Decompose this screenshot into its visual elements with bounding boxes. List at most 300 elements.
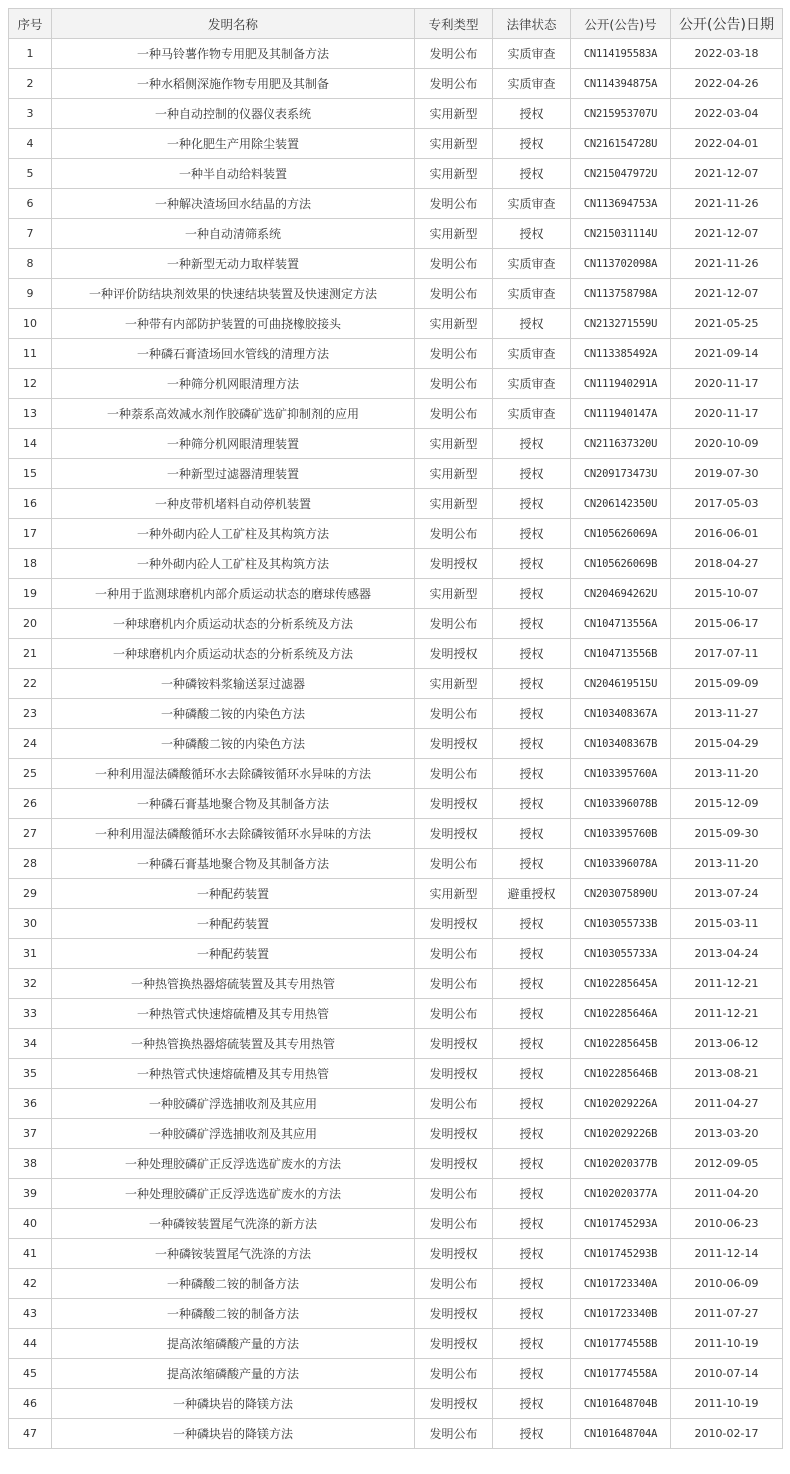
cell-pub-no: CN113694753A [571,189,671,219]
cell-status: 授权 [493,1329,571,1359]
cell-type: 发明公布 [415,1089,493,1119]
cell-pub-no: CN101745293A [571,1209,671,1239]
table-row [9,489,783,519]
cell-pub-date: 2017-07-11 [671,639,783,669]
cell-type: 发明授权 [415,1299,493,1329]
cell-status: 实质审查 [493,369,571,399]
table-row [9,429,783,459]
cell-name: 一种配药装置 [52,939,415,969]
cell-num: 30 [9,909,52,939]
cell-status: 授权 [493,1029,571,1059]
cell-type: 实用新型 [415,429,493,459]
cell-name: 一种半自动给料装置 [52,159,415,189]
cell-pub-date: 2021-12-07 [671,159,783,189]
header-pub-date: 公开(公告)日期 [671,9,783,39]
cell-status: 授权 [493,939,571,969]
cell-status: 授权 [493,519,571,549]
table-row [9,399,783,429]
cell-num: 22 [9,669,52,699]
cell-type: 发明授权 [415,1329,493,1359]
cell-num: 34 [9,1029,52,1059]
cell-status: 授权 [493,159,571,189]
cell-name: 一种磷酸二铵的制备方法 [52,1299,415,1329]
cell-num: 3 [9,99,52,129]
cell-type: 实用新型 [415,459,493,489]
cell-name: 一种热管换热器熔硫装置及其专用热管 [52,969,415,999]
cell-type: 发明授权 [415,909,493,939]
cell-name: 一种筛分机网眼清理方法 [52,369,415,399]
cell-pub-no: CN211637320U [571,429,671,459]
cell-name: 一种磷石膏基地聚合物及其制备方法 [52,849,415,879]
cell-status: 实质审查 [493,339,571,369]
cell-name: 一种球磨机内介质运动状态的分析系统及方法 [52,639,415,669]
cell-pub-date: 2013-04-24 [671,939,783,969]
cell-pub-no: CN101648704B [571,1389,671,1419]
cell-status: 授权 [493,609,571,639]
cell-status: 授权 [493,1359,571,1389]
cell-pub-date: 2021-09-14 [671,339,783,369]
cell-num: 5 [9,159,52,189]
table-row [9,1059,783,1089]
cell-num: 40 [9,1209,52,1239]
cell-name: 一种磷铵装置尾气洗涤的方法 [52,1239,415,1269]
cell-pub-date: 2016-06-01 [671,519,783,549]
cell-name: 一种球磨机内介质运动状态的分析系统及方法 [52,609,415,639]
cell-pub-no: CN114195583A [571,39,671,69]
cell-type: 实用新型 [415,129,493,159]
cell-type: 发明公布 [415,969,493,999]
cell-status: 授权 [493,969,571,999]
cell-name: 提高浓缩磷酸产量的方法 [52,1329,415,1359]
cell-pub-date: 2022-03-18 [671,39,783,69]
cell-pub-no: CN103395760B [571,819,671,849]
cell-num: 7 [9,219,52,249]
table-row [9,699,783,729]
cell-pub-no: CN215047972U [571,159,671,189]
cell-num: 45 [9,1359,52,1389]
cell-pub-no: CN213271559U [571,309,671,339]
cell-pub-no: CN105626069A [571,519,671,549]
table-row [9,789,783,819]
cell-pub-date: 2015-12-09 [671,789,783,819]
cell-status: 授权 [493,99,571,129]
cell-pub-no: CN111940291A [571,369,671,399]
table-row [9,729,783,759]
cell-status: 授权 [493,1299,571,1329]
cell-name: 一种自动控制的仪器仪表系统 [52,99,415,129]
cell-pub-no: CN114394875A [571,69,671,99]
cell-type: 发明授权 [415,1239,493,1269]
cell-status: 实质审查 [493,249,571,279]
cell-status: 授权 [493,849,571,879]
cell-type: 发明授权 [415,789,493,819]
cell-pub-no: CN101723340B [571,1299,671,1329]
cell-pub-date: 2013-03-20 [671,1119,783,1149]
table-row [9,1089,783,1119]
cell-num: 14 [9,429,52,459]
cell-type: 发明公布 [415,279,493,309]
cell-type: 实用新型 [415,669,493,699]
cell-pub-date: 2012-09-05 [671,1149,783,1179]
cell-num: 33 [9,999,52,1029]
cell-type: 发明公布 [415,39,493,69]
cell-status: 授权 [493,729,571,759]
cell-type: 发明公布 [415,849,493,879]
cell-name: 一种利用湿法磷酸循环水去除磷铵循环水异味的方法 [52,759,415,789]
cell-type: 发明公布 [415,1269,493,1299]
table-row [9,1359,783,1389]
cell-name: 一种胶磷矿浮选捕收剂及其应用 [52,1119,415,1149]
cell-name: 一种水稻侧深施作物专用肥及其制备 [52,69,415,99]
cell-status: 授权 [493,759,571,789]
cell-name: 一种外砌内砼人工矿柱及其构筑方法 [52,549,415,579]
table-row [9,129,783,159]
cell-name: 一种皮带机堵料自动停机装置 [52,489,415,519]
cell-pub-no: CN103396078B [571,789,671,819]
cell-type: 发明公布 [415,69,493,99]
cell-pub-date: 2013-06-12 [671,1029,783,1059]
cell-name: 一种带有内部防护装置的可曲挠橡胶接头 [52,309,415,339]
cell-type: 实用新型 [415,159,493,189]
cell-type: 发明授权 [415,639,493,669]
cell-type: 发明授权 [415,819,493,849]
table-row [9,609,783,639]
cell-name: 一种处理胶磷矿正反浮选选矿废水的方法 [52,1149,415,1179]
table-row [9,1239,783,1269]
cell-pub-date: 2020-11-17 [671,369,783,399]
cell-pub-date: 2011-12-21 [671,969,783,999]
cell-num: 35 [9,1059,52,1089]
cell-status: 授权 [493,1389,571,1419]
cell-num: 23 [9,699,52,729]
cell-num: 47 [9,1419,52,1449]
cell-pub-date: 2019-07-30 [671,459,783,489]
cell-num: 20 [9,609,52,639]
cell-num: 8 [9,249,52,279]
cell-num: 28 [9,849,52,879]
cell-type: 发明公布 [415,249,493,279]
cell-status: 授权 [493,129,571,159]
table-row [9,309,783,339]
cell-pub-no: CN102285645B [571,1029,671,1059]
table-row [9,819,783,849]
cell-num: 31 [9,939,52,969]
cell-pub-date: 2011-10-19 [671,1329,783,1359]
cell-pub-date: 2013-11-20 [671,849,783,879]
cell-pub-no: CN102029226A [571,1089,671,1119]
cell-status: 授权 [493,459,571,489]
cell-name: 一种热管式快速熔硫槽及其专用热管 [52,999,415,1029]
cell-pub-date: 2020-10-09 [671,429,783,459]
cell-pub-no: CN103055733A [571,939,671,969]
header-row [9,9,783,39]
cell-status: 实质审查 [493,69,571,99]
cell-type: 发明授权 [415,1149,493,1179]
cell-pub-date: 2022-04-26 [671,69,783,99]
cell-pub-no: CN113702098A [571,249,671,279]
cell-num: 41 [9,1239,52,1269]
cell-name: 一种磷石膏基地聚合物及其制备方法 [52,789,415,819]
cell-pub-no: CN101723340A [571,1269,671,1299]
cell-name: 一种配药装置 [52,879,415,909]
cell-name: 一种磷块岩的降镁方法 [52,1419,415,1449]
cell-pub-date: 2021-11-26 [671,189,783,219]
cell-pub-no: CN102020377B [571,1149,671,1179]
table-row [9,1329,783,1359]
cell-type: 发明公布 [415,519,493,549]
cell-status: 授权 [493,1419,571,1449]
table-row [9,519,783,549]
cell-num: 18 [9,549,52,579]
table-row [9,459,783,489]
cell-pub-date: 2022-03-04 [671,99,783,129]
table-body [9,39,783,1449]
cell-status: 授权 [493,1209,571,1239]
cell-pub-date: 2021-12-07 [671,219,783,249]
table-row [9,1389,783,1419]
cell-pub-date: 2021-12-07 [671,279,783,309]
table-row [9,39,783,69]
cell-status: 授权 [493,1269,571,1299]
cell-pub-no: CN209173473U [571,459,671,489]
cell-type: 实用新型 [415,879,493,909]
cell-pub-date: 2015-09-30 [671,819,783,849]
cell-num: 17 [9,519,52,549]
cell-pub-no: CN102285645A [571,969,671,999]
table-row [9,909,783,939]
cell-pub-date: 2013-11-27 [671,699,783,729]
cell-type: 发明授权 [415,1029,493,1059]
header-name: 发明名称 [52,9,415,39]
cell-pub-date: 2010-02-17 [671,1419,783,1449]
cell-name: 一种配药装置 [52,909,415,939]
cell-status: 授权 [493,999,571,1029]
cell-status: 授权 [493,489,571,519]
cell-pub-no: CN101648704A [571,1419,671,1449]
cell-num: 1 [9,39,52,69]
cell-status: 实质审查 [493,189,571,219]
cell-status: 授权 [493,699,571,729]
cell-pub-no: CN215031114U [571,219,671,249]
table-row [9,159,783,189]
table-row [9,1119,783,1149]
table-row [9,939,783,969]
cell-status: 授权 [493,1119,571,1149]
cell-num: 39 [9,1179,52,1209]
cell-name: 一种筛分机网眼清理装置 [52,429,415,459]
table-header [9,9,783,39]
header-type: 专利类型 [415,9,493,39]
cell-pub-date: 2010-06-23 [671,1209,783,1239]
cell-type: 发明公布 [415,1419,493,1449]
cell-name: 一种萘系高效减水剂作胶磷矿选矿抑制剂的应用 [52,399,415,429]
cell-pub-no: CN203075890U [571,879,671,909]
table-row [9,249,783,279]
cell-name: 一种评价防结块剂效果的快速结块装置及快速测定方法 [52,279,415,309]
cell-pub-date: 2013-08-21 [671,1059,783,1089]
cell-name: 一种胶磷矿浮选捕收剂及其应用 [52,1089,415,1119]
cell-pub-no: CN113385492A [571,339,671,369]
cell-pub-no: CN204694262U [571,579,671,609]
cell-num: 36 [9,1089,52,1119]
table-row [9,669,783,699]
cell-num: 44 [9,1329,52,1359]
cell-pub-no: CN102020377A [571,1179,671,1209]
table-row [9,1209,783,1239]
cell-status: 授权 [493,669,571,699]
cell-pub-no: CN103396078A [571,849,671,879]
cell-name: 一种磷酸二铵的内染色方法 [52,729,415,759]
cell-name: 一种新型过滤器清理装置 [52,459,415,489]
cell-pub-date: 2018-04-27 [671,549,783,579]
cell-type: 实用新型 [415,99,493,129]
table-row [9,999,783,1029]
cell-type: 发明公布 [415,1359,493,1389]
cell-type: 发明公布 [415,189,493,219]
cell-type: 发明公布 [415,999,493,1029]
cell-pub-no: CN103055733B [571,909,671,939]
cell-name: 一种用于监测球磨机内部介质运动状态的磨球传感器 [52,579,415,609]
cell-num: 24 [9,729,52,759]
cell-pub-date: 2015-06-17 [671,609,783,639]
cell-type: 发明授权 [415,1389,493,1419]
cell-pub-date: 2017-05-03 [671,489,783,519]
cell-pub-date: 2013-11-20 [671,759,783,789]
cell-num: 38 [9,1149,52,1179]
cell-pub-date: 2011-10-19 [671,1389,783,1419]
cell-name: 一种磷酸二铵的制备方法 [52,1269,415,1299]
cell-pub-date: 2011-07-27 [671,1299,783,1329]
cell-type: 发明公布 [415,939,493,969]
cell-name: 一种外砌内砼人工矿柱及其构筑方法 [52,519,415,549]
cell-pub-date: 2020-11-17 [671,399,783,429]
cell-type: 发明公布 [415,1179,493,1209]
cell-type: 发明公布 [415,699,493,729]
cell-num: 21 [9,639,52,669]
cell-num: 6 [9,189,52,219]
cell-pub-no: CN206142350U [571,489,671,519]
cell-pub-date: 2011-12-21 [671,999,783,1029]
table-row [9,849,783,879]
cell-num: 15 [9,459,52,489]
cell-pub-no: CN113758798A [571,279,671,309]
cell-name: 一种新型无动力取样装置 [52,249,415,279]
cell-status: 授权 [493,789,571,819]
cell-status: 避重授权 [493,879,571,909]
cell-num: 37 [9,1119,52,1149]
table-row [9,879,783,909]
cell-name: 一种解决渣场回水结晶的方法 [52,189,415,219]
cell-status: 授权 [493,309,571,339]
cell-num: 29 [9,879,52,909]
cell-name: 一种处理胶磷矿正反浮选选矿废水的方法 [52,1179,415,1209]
cell-num: 26 [9,789,52,819]
cell-num: 27 [9,819,52,849]
cell-pub-date: 2015-03-11 [671,909,783,939]
cell-name: 一种磷块岩的降镁方法 [52,1389,415,1419]
cell-name: 提高浓缩磷酸产量的方法 [52,1359,415,1389]
cell-pub-no: CN215953707U [571,99,671,129]
cell-pub-no: CN103408367A [571,699,671,729]
cell-type: 发明公布 [415,609,493,639]
table-row [9,1299,783,1329]
patent-table [8,8,783,1449]
cell-pub-no: CN103408367B [571,729,671,759]
cell-pub-date: 2015-10-07 [671,579,783,609]
cell-num: 4 [9,129,52,159]
cell-pub-no: CN102285646A [571,999,671,1029]
cell-num: 12 [9,369,52,399]
table-row [9,969,783,999]
cell-status: 授权 [493,219,571,249]
cell-num: 32 [9,969,52,999]
cell-type: 实用新型 [415,219,493,249]
header-pub-no: 公开(公告)号 [571,9,671,39]
cell-type: 发明授权 [415,549,493,579]
table-row [9,279,783,309]
cell-pub-no: CN101774558B [571,1329,671,1359]
cell-name: 一种自动清筛系统 [52,219,415,249]
table-row [9,69,783,99]
cell-status: 授权 [493,1089,571,1119]
cell-name: 一种磷铵装置尾气洗涤的新方法 [52,1209,415,1239]
cell-type: 发明公布 [415,339,493,369]
cell-type: 发明公布 [415,759,493,789]
cell-pub-date: 2011-12-14 [671,1239,783,1269]
cell-type: 发明授权 [415,1119,493,1149]
cell-pub-date: 2010-07-14 [671,1359,783,1389]
cell-pub-date: 2010-06-09 [671,1269,783,1299]
cell-name: 一种利用湿法磷酸循环水去除磷铵循环水异味的方法 [52,819,415,849]
cell-status: 授权 [493,1179,571,1209]
cell-num: 16 [9,489,52,519]
cell-type: 发明公布 [415,1209,493,1239]
cell-pub-date: 2015-09-09 [671,669,783,699]
table-row [9,1179,783,1209]
cell-status: 授权 [493,429,571,459]
cell-num: 13 [9,399,52,429]
table-row [9,189,783,219]
cell-pub-date: 2011-04-20 [671,1179,783,1209]
cell-num: 42 [9,1269,52,1299]
cell-name: 一种热管式快速熔硫槽及其专用热管 [52,1059,415,1089]
cell-type: 实用新型 [415,489,493,519]
cell-pub-date: 2022-04-01 [671,129,783,159]
cell-num: 2 [9,69,52,99]
cell-pub-no: CN103395760A [571,759,671,789]
cell-pub-date: 2013-07-24 [671,879,783,909]
table-row [9,1419,783,1449]
table-row [9,99,783,129]
cell-num: 11 [9,339,52,369]
cell-name: 一种磷石膏渣场回水管线的清理方法 [52,339,415,369]
table-row [9,1029,783,1059]
table-row [9,549,783,579]
table-row [9,639,783,669]
cell-type: 发明公布 [415,369,493,399]
cell-num: 25 [9,759,52,789]
cell-name: 一种磷铵料浆输送泵过滤器 [52,669,415,699]
cell-num: 46 [9,1389,52,1419]
header-num: 序号 [9,9,52,39]
cell-pub-no: CN102285646B [571,1059,671,1089]
cell-status: 授权 [493,1149,571,1179]
cell-status: 授权 [493,909,571,939]
cell-status: 授权 [493,1059,571,1089]
cell-num: 43 [9,1299,52,1329]
header-status: 法律状态 [493,9,571,39]
cell-name: 一种马铃薯作物专用肥及其制备方法 [52,39,415,69]
